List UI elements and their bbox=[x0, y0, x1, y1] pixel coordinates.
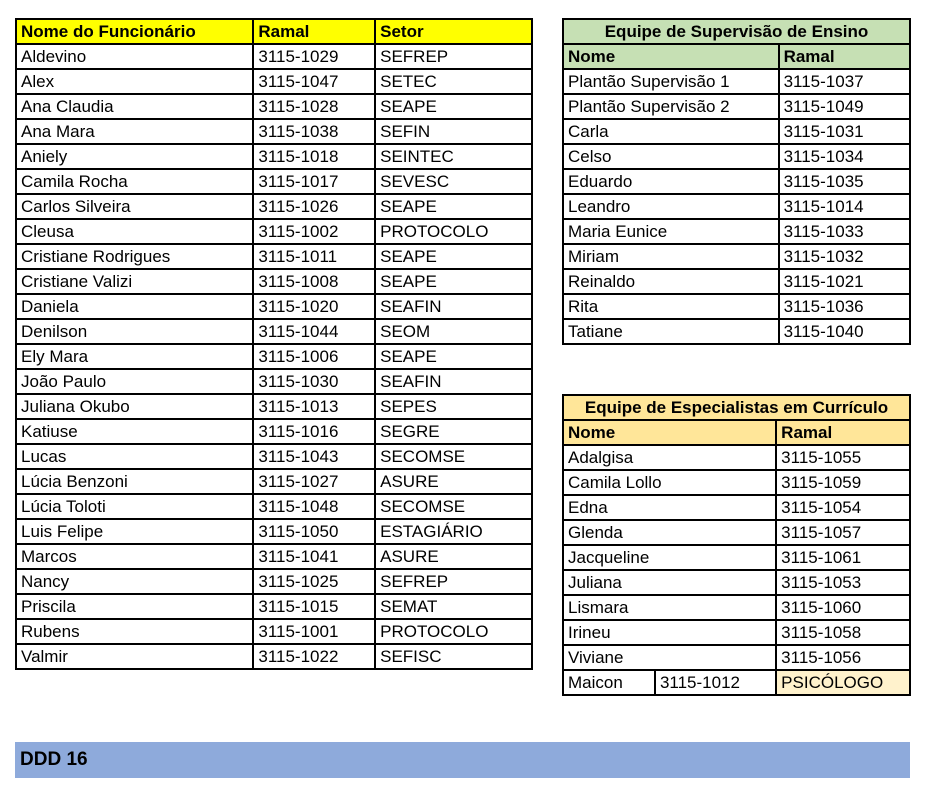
table-row bbox=[16, 169, 532, 194]
specialists-header-row bbox=[563, 420, 910, 445]
sector-cell: SECOMSE bbox=[375, 444, 532, 469]
extension-cell: 3115-1058 bbox=[776, 620, 910, 645]
employee-name-cell: Rubens bbox=[16, 619, 253, 644]
table-row bbox=[16, 544, 532, 569]
sector-cell: ESTAGIÁRIO bbox=[375, 519, 532, 544]
table-row bbox=[563, 495, 910, 520]
employee-name-cell: Aldevino bbox=[16, 44, 253, 69]
sector-cell: SEFREP bbox=[375, 569, 532, 594]
employee-name-cell: Marcos bbox=[16, 544, 253, 569]
sector-cell: SEOM bbox=[375, 319, 532, 344]
extension-cell: 3115-1029 bbox=[253, 44, 375, 69]
employee-name-cell: Juliana Okubo bbox=[16, 394, 253, 419]
supervision-table-body bbox=[563, 19, 910, 344]
table-row bbox=[16, 494, 532, 519]
sector-cell: SEPES bbox=[375, 394, 532, 419]
extension-cell: 3115-1026 bbox=[253, 194, 375, 219]
supervisor-name-cell: Rita bbox=[563, 294, 779, 319]
extension-cell: 3115-1055 bbox=[776, 445, 910, 470]
extension-cell: 3115-1054 bbox=[776, 495, 910, 520]
sector-cell: SEFREP bbox=[375, 44, 532, 69]
employee-extension-table bbox=[15, 18, 533, 670]
extension-cell: 3115-1006 bbox=[253, 344, 375, 369]
header-extension: Ramal bbox=[253, 19, 375, 44]
supervision-header-extension: Ramal bbox=[779, 44, 910, 69]
table-row bbox=[16, 569, 532, 594]
employee-name-cell: Aniely bbox=[16, 144, 253, 169]
extension-cell: 3115-1017 bbox=[253, 169, 375, 194]
table-row bbox=[563, 570, 910, 595]
extension-cell: 3115-1002 bbox=[253, 219, 375, 244]
extension-cell: 3115-1022 bbox=[253, 644, 375, 669]
extension-cell: 3115-1027 bbox=[253, 469, 375, 494]
extension-cell: 3115-1001 bbox=[253, 619, 375, 644]
table-row bbox=[16, 419, 532, 444]
employee-name-cell: João Paulo bbox=[16, 369, 253, 394]
employee-name-cell: Lucas bbox=[16, 444, 253, 469]
extension-cell: 3115-1034 bbox=[779, 144, 910, 169]
table-row bbox=[563, 244, 910, 269]
table-row bbox=[563, 169, 910, 194]
extension-cell: 3115-1033 bbox=[779, 219, 910, 244]
employee-name-cell: Cristiane Rodrigues bbox=[16, 244, 253, 269]
employee-table-header-row bbox=[16, 19, 532, 44]
ddd-label: DDD 16 bbox=[20, 749, 88, 770]
specialist-name-cell: Jacqueline bbox=[563, 545, 776, 570]
sector-cell: SEAPE bbox=[375, 344, 532, 369]
table-row bbox=[16, 594, 532, 619]
extension-cell: 3115-1018 bbox=[253, 144, 375, 169]
supervisor-name-cell: Eduardo bbox=[563, 169, 779, 194]
table-row bbox=[563, 645, 910, 670]
table-row bbox=[563, 194, 910, 219]
extension-cell: 3115-1035 bbox=[779, 169, 910, 194]
table-row bbox=[16, 94, 532, 119]
supervisor-name-cell: Leandro bbox=[563, 194, 779, 219]
employee-name-cell: Camila Rocha bbox=[16, 169, 253, 194]
table-row bbox=[16, 219, 532, 244]
employee-name-cell: Katiuse bbox=[16, 419, 253, 444]
extension-cell: 3115-1040 bbox=[779, 319, 910, 344]
extension-cell: 3115-1044 bbox=[253, 319, 375, 344]
sector-cell: SEAPE bbox=[375, 244, 532, 269]
extension-cell: 3115-1015 bbox=[253, 594, 375, 619]
supervision-header-name: Nome bbox=[563, 44, 779, 69]
supervisor-name-cell: Maria Eunice bbox=[563, 219, 779, 244]
table-row bbox=[16, 194, 532, 219]
table-row bbox=[563, 69, 910, 94]
table-row bbox=[563, 144, 910, 169]
sector-cell: SEAFIN bbox=[375, 369, 532, 394]
specialists-title-row bbox=[563, 395, 910, 420]
table-row bbox=[563, 94, 910, 119]
sector-cell: SECOMSE bbox=[375, 494, 532, 519]
employee-name-cell: Nancy bbox=[16, 569, 253, 594]
psychologist-extension-cell: 3115-1012 bbox=[655, 670, 776, 695]
extension-cell: 3115-1028 bbox=[253, 94, 375, 119]
extension-cell: 3115-1038 bbox=[253, 119, 375, 144]
sector-cell: SEAPE bbox=[375, 269, 532, 294]
supervisor-name-cell: Plantão Supervisão 2 bbox=[563, 94, 779, 119]
table-row bbox=[563, 620, 910, 645]
sector-cell: SEMAT bbox=[375, 594, 532, 619]
table-row bbox=[563, 219, 910, 244]
employee-name-cell: Luis Felipe bbox=[16, 519, 253, 544]
header-employee-name: Nome do Funcionário bbox=[16, 19, 253, 44]
extension-cell: 3115-1016 bbox=[253, 419, 375, 444]
sector-cell: SEVESC bbox=[375, 169, 532, 194]
extension-cell: 3115-1030 bbox=[253, 369, 375, 394]
specialist-name-cell: Edna bbox=[563, 495, 776, 520]
supervision-team-table bbox=[562, 18, 911, 345]
table-row bbox=[563, 595, 910, 620]
supervision-table-title: Equipe de Supervisão de Ensino bbox=[563, 19, 910, 44]
extension-cell: 3115-1037 bbox=[779, 69, 910, 94]
specialists-header-extension: Ramal bbox=[776, 420, 910, 445]
sector-cell: ASURE bbox=[375, 544, 532, 569]
employee-name-cell: Daniela bbox=[16, 294, 253, 319]
psychologist-name-cell: Maicon bbox=[563, 670, 655, 695]
extension-cell: 3115-1061 bbox=[776, 545, 910, 570]
sector-cell: PROTOCOLO bbox=[375, 219, 532, 244]
sector-cell: SEAPE bbox=[375, 94, 532, 119]
sector-cell: ASURE bbox=[375, 469, 532, 494]
employee-name-cell: Alex bbox=[16, 69, 253, 94]
specialists-table-body bbox=[563, 395, 910, 695]
table-row bbox=[16, 444, 532, 469]
table-row bbox=[16, 119, 532, 144]
specialist-name-cell: Viviane bbox=[563, 645, 776, 670]
specialist-name-cell: Irineu bbox=[563, 620, 776, 645]
sector-cell: SEINTEC bbox=[375, 144, 532, 169]
header-sector: Setor bbox=[375, 19, 532, 44]
extension-cell: 3115-1048 bbox=[253, 494, 375, 519]
psychologist-role-cell: PSICÓLOGO bbox=[776, 670, 910, 695]
table-row bbox=[16, 519, 532, 544]
extension-cell: 3115-1041 bbox=[253, 544, 375, 569]
table-row bbox=[563, 269, 910, 294]
table-row bbox=[16, 344, 532, 369]
table-row bbox=[16, 69, 532, 94]
supervisor-name-cell: Reinaldo bbox=[563, 269, 779, 294]
extension-cell: 3115-1036 bbox=[779, 294, 910, 319]
table-row bbox=[16, 44, 532, 69]
specialist-name-cell: Juliana bbox=[563, 570, 776, 595]
table-row bbox=[16, 269, 532, 294]
sector-cell: SETEC bbox=[375, 69, 532, 94]
extension-cell: 3115-1014 bbox=[779, 194, 910, 219]
extension-cell: 3115-1056 bbox=[776, 645, 910, 670]
sector-cell: SEAFIN bbox=[375, 294, 532, 319]
extension-cell: 3115-1049 bbox=[779, 94, 910, 119]
supervisor-name-cell: Carla bbox=[563, 119, 779, 144]
extension-cell: 3115-1020 bbox=[253, 294, 375, 319]
extension-cell: 3115-1059 bbox=[776, 470, 910, 495]
employee-name-cell: Ely Mara bbox=[16, 344, 253, 369]
sector-cell: SEFIN bbox=[375, 119, 532, 144]
table-row bbox=[16, 319, 532, 344]
extension-cell: 3115-1008 bbox=[253, 269, 375, 294]
supervisor-name-cell: Tatiane bbox=[563, 319, 779, 344]
supervisor-name-cell: Celso bbox=[563, 144, 779, 169]
table-row bbox=[16, 294, 532, 319]
extension-cell: 3115-1025 bbox=[253, 569, 375, 594]
employee-name-cell: Cristiane Valizi bbox=[16, 269, 253, 294]
table-row bbox=[563, 670, 910, 695]
supervision-header-row bbox=[563, 44, 910, 69]
extension-cell: 3115-1053 bbox=[776, 570, 910, 595]
extension-cell: 3115-1043 bbox=[253, 444, 375, 469]
specialist-name-cell: Adalgisa bbox=[563, 445, 776, 470]
table-row bbox=[16, 144, 532, 169]
extension-cell: 3115-1050 bbox=[253, 519, 375, 544]
sector-cell: SEGRE bbox=[375, 419, 532, 444]
extension-cell: 3115-1057 bbox=[776, 520, 910, 545]
table-row bbox=[563, 520, 910, 545]
employee-name-cell: Priscila bbox=[16, 594, 253, 619]
table-row bbox=[563, 294, 910, 319]
extension-cell: 3115-1013 bbox=[253, 394, 375, 419]
employee-table-body bbox=[16, 19, 532, 669]
table-row bbox=[16, 244, 532, 269]
table-row bbox=[16, 619, 532, 644]
sector-cell: SEAPE bbox=[375, 194, 532, 219]
sector-cell: SEFISC bbox=[375, 644, 532, 669]
table-row bbox=[563, 319, 910, 344]
supervisor-name-cell: Plantão Supervisão 1 bbox=[563, 69, 779, 94]
ddd-footer-bar bbox=[15, 742, 910, 778]
specialists-header-name: Nome bbox=[563, 420, 776, 445]
table-row bbox=[563, 545, 910, 570]
employee-name-cell: Cleusa bbox=[16, 219, 253, 244]
employee-name-cell: Carlos Silveira bbox=[16, 194, 253, 219]
table-row bbox=[563, 470, 910, 495]
extension-cell: 3115-1011 bbox=[253, 244, 375, 269]
table-row bbox=[16, 469, 532, 494]
specialist-name-cell: Lismara bbox=[563, 595, 776, 620]
specialist-name-cell: Camila Lollo bbox=[563, 470, 776, 495]
employee-name-cell: Ana Claudia bbox=[16, 94, 253, 119]
table-row bbox=[16, 394, 532, 419]
extension-cell: 3115-1060 bbox=[776, 595, 910, 620]
sector-cell: PROTOCOLO bbox=[375, 619, 532, 644]
table-row bbox=[16, 644, 532, 669]
curriculum-specialists-table bbox=[562, 394, 911, 696]
table-row bbox=[563, 445, 910, 470]
table-row bbox=[563, 119, 910, 144]
extension-cell: 3115-1021 bbox=[779, 269, 910, 294]
specialists-table-title: Equipe de Especialistas em Currículo bbox=[563, 395, 910, 420]
employee-name-cell: Valmir bbox=[16, 644, 253, 669]
employee-name-cell: Ana Mara bbox=[16, 119, 253, 144]
employee-name-cell: Lúcia Benzoni bbox=[16, 469, 253, 494]
supervision-title-row bbox=[563, 19, 910, 44]
employee-name-cell: Denilson bbox=[16, 319, 253, 344]
extension-cell: 3115-1047 bbox=[253, 69, 375, 94]
employee-name-cell: Lúcia Toloti bbox=[16, 494, 253, 519]
extension-cell: 3115-1031 bbox=[779, 119, 910, 144]
supervisor-name-cell: Miriam bbox=[563, 244, 779, 269]
specialist-name-cell: Glenda bbox=[563, 520, 776, 545]
table-row bbox=[16, 369, 532, 394]
extension-cell: 3115-1032 bbox=[779, 244, 910, 269]
